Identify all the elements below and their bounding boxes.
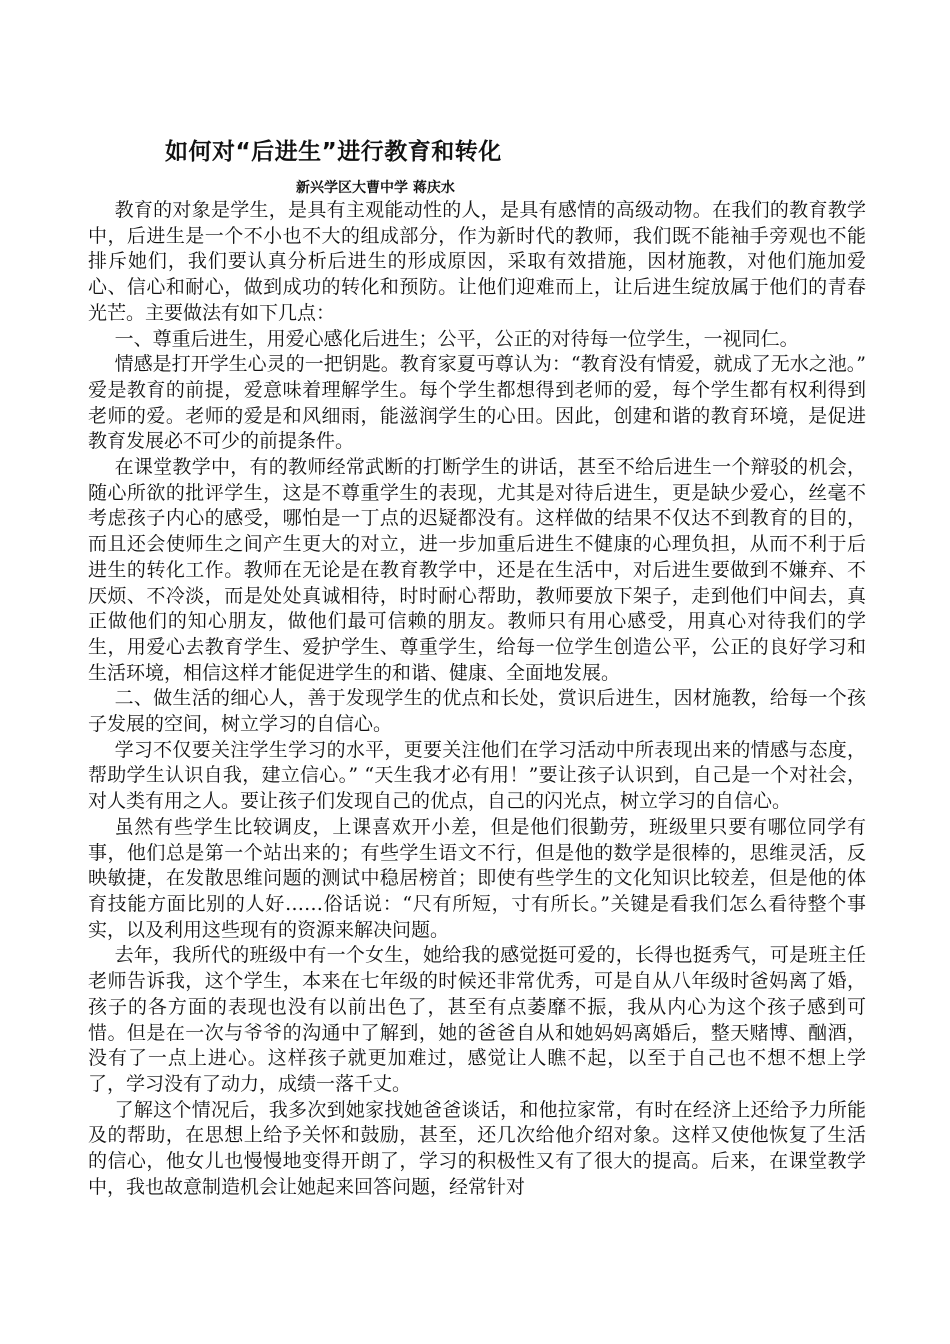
paragraph-strengths: 虽然有些学生比较调皮，上课喜欢开小差，但是他们很勤劳，班级里只要有哪位同学有事，他们总是第一个站出来的；有些学生语文不行，但是他的数学是很棒的，思维灵活，反映敏捷，在发散思维问题的测试中稳居榜首；即使有些学生的文化知识比较差，但是他的体育技能方面比别的人好……俗话说：“尺有所短，寸有所长。”关键是看我们怎么看待整个事实，以及利用这些现有的资源来解决问题。	[88, 815, 866, 941]
paragraph-classroom: 在课堂教学中，有的教师经常武断的打断学生的讲话，甚至不给后进生一个辩驳的机会，随心所欲的批评学生，这是不尊重学生的表现，尤其是对待后进生，更是缺少爱心，丝毫不考虑孩子内心的感受，哪怕是一丁点的迟疑都没有。这样做的结果不仅达不到教育的目的，而且还会使师生之间产生更大的对立，进一步加重后进生不健康的心理负担，从而不利于后进生的转化工作。教师在无论是在教育教学中，还是在生活中，对后进生要做到不嫌弃、不厌烦、不冷淡，而是处处真诚相待，时时耐心帮助，教师要放下架子，走到他们中间去，真正做他们的知心朋友，做他们最可信赖的朋友。教师只有用心感受，用真心对待我们的学生，用爱心去教育学生、爱护学生、尊重学生，给每一位学生创造公平，公正的良好学习和生活环境，相信这样才能促进学生的和谐、健康、全面地发展。	[88, 456, 866, 684]
section-heading-1: 一、尊重后进生，用爱心感化后进生；公平，公正的对待每一位学生，一视同仁。	[114, 327, 799, 350]
document-body	[88, 198, 866, 1200]
paragraph-confidence: 学习不仅要关注学生学习的水平，更要关注他们在学习活动中所表现出来的情感与态度，帮助学生认识自我，建立信心。” “天生我才必有用！”要让孩子认识到，自己是一个对社会，对人类有用之人。要让孩子们发现自己的优点，自己的闪光点，树立学习的自信心。	[88, 738, 866, 813]
section-heading-2: 二、做生活的细心人，善于发现学生的优点和长处，赏识后进生，因材施教，给每一个孩子发展的空间，树立学习的自信心。	[88, 687, 866, 736]
document-author: 新兴学区大曹中学 蒋庆水	[296, 180, 455, 196]
paragraph-case-followup: 了解这个情况后，我多次到她家找她爸爸谈话，和他拉家常，有时在经济上还给予力所能及的帮助，在思想上给予关怀和鼓励，甚至，还几次给他介绍对象。这样又使他恢复了生活的信心，他女儿也慢慢地变得开朗了，学习的积极性又有了很大的提高。后来，在课堂教学中，我也故意制造机会让她起来回答问题，经常针对	[88, 1098, 866, 1198]
paragraph-intro: 教育的对象是学生，是具有主观能动性的人，是具有感情的高级动物。在我们的教育教学中，后进生是一个不小也不大的组成部分，作为新时代的教师，我们既不能袖手旁观也不能排斥她们，我们要认真分析后进生的形成原因，采取有效措施，因材施教，对他们施加爱心、信心和耐心，做到成功的转化和预防。让他们迎难而上，让后进生绽放属于他们的青春光芒。主要做法有如下几点：	[88, 199, 866, 324]
paragraph-emotion: 情感是打开学生心灵的一把钥匙。教育家夏丏尊认为：“教育没有情爱，就成了无水之池。” 爱是教育的前提，爱意味着理解学生。每个学生都想得到老师的爱，每个学生都有权利得到老师的爱。老师的爱是和风细雨，能滋润学生的心田。因此，创建和谐的教育环境，是促进教育发展必不可少的前提条件。	[88, 353, 866, 453]
paragraph-case-story: 去年，我所代的班级中有一个女生，她给我的感觉挺可爱的，长得也挺秀气，可是班主任老师告诉我，这个学生，本来在七年级的时候还非常优秀，可是自从八年级时爸妈离了婚，孩子的各方面的表现也没有以前出色了，甚至有点萎靡不振，我从内心为这个孩子感到可惜。但是在一次与爷爷的沟通中了解到，她的爸爸自从和她妈妈离婚后，整天赌博、酗酒，没有了一点上进心。这样孩子就更加难过，感觉让人瞧不起，以至于自己也不想不想上学了，学习没有了动力，成绩一落千丈。	[88, 944, 866, 1095]
document-title: 如何对“后进生”进行教育和转化	[165, 139, 502, 165]
